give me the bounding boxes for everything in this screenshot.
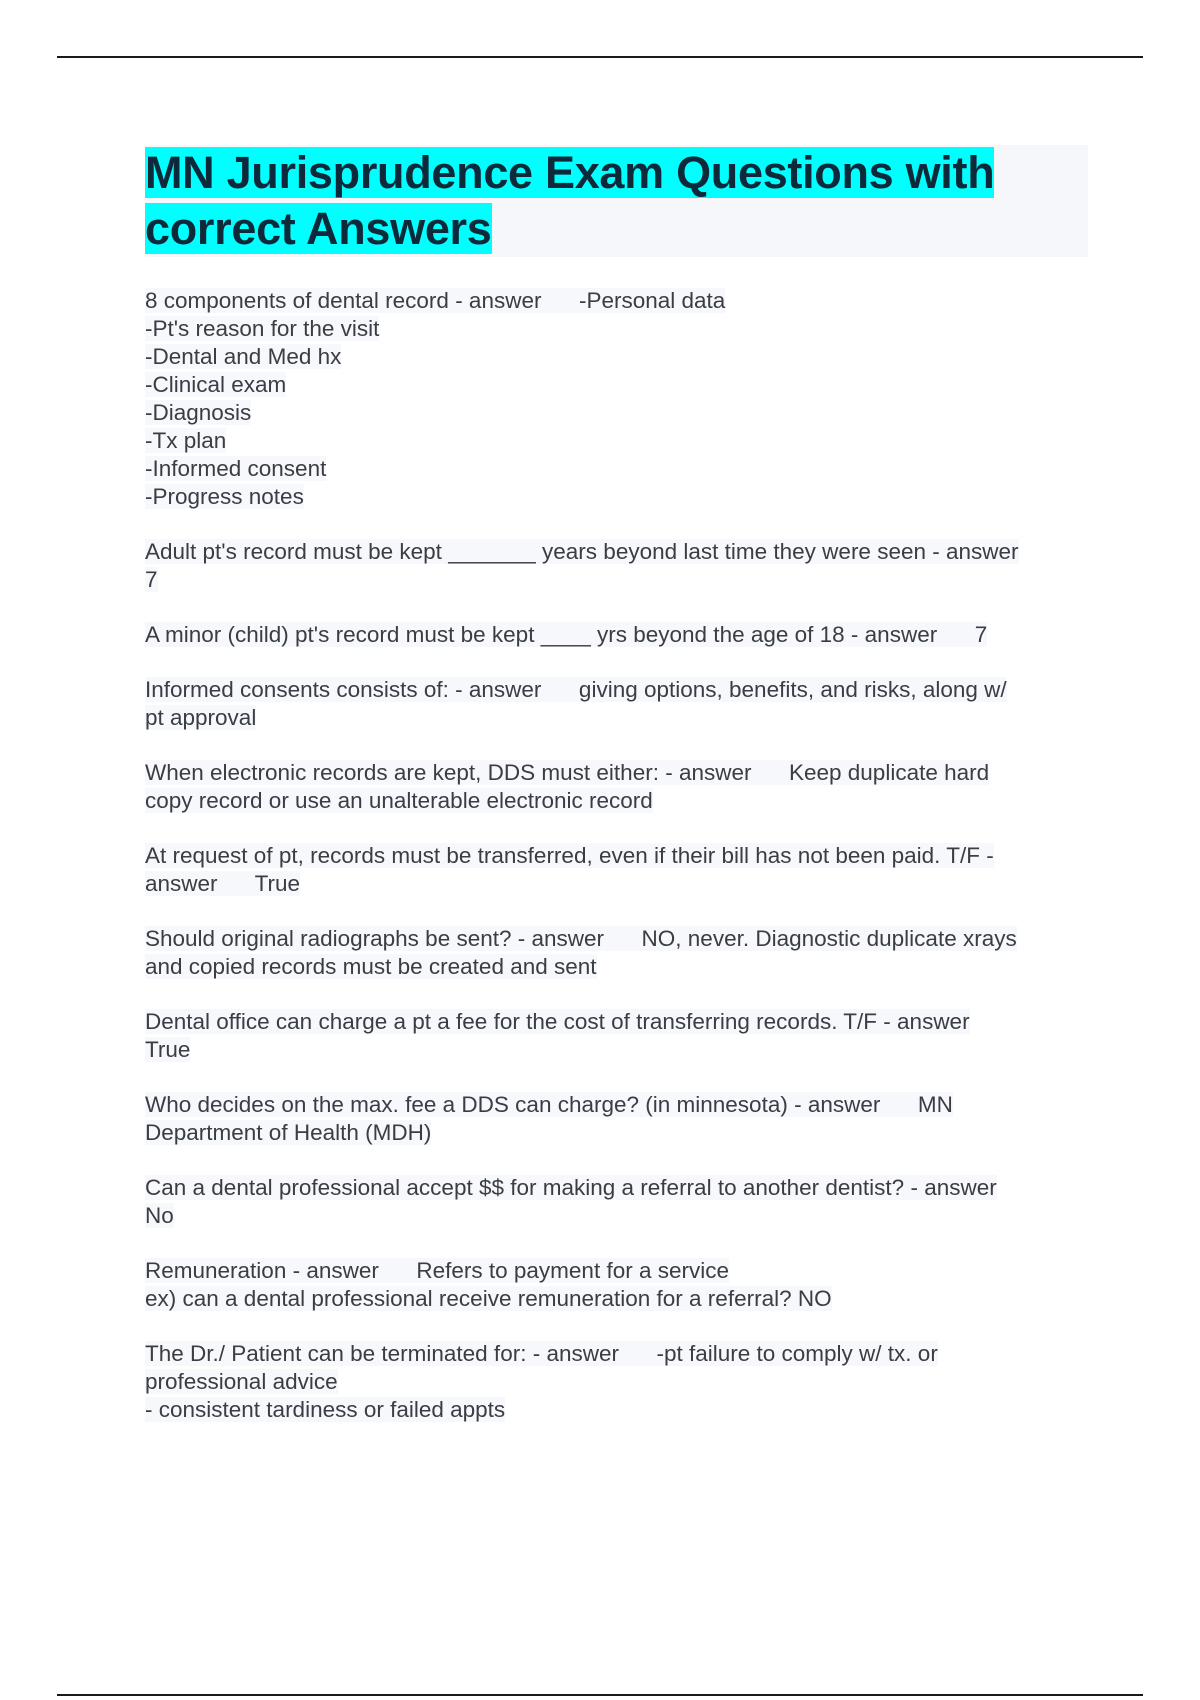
qa-text: Should original radiographs be sent? - answer NO, never. Diagnostic duplicate xrays and copied records must be created and sent [145, 926, 1017, 979]
qa-text: At request of pt, records must be transferred, even if their bill has not been paid. T/F - answer True [145, 843, 994, 896]
qa-item [145, 1008, 1090, 1064]
qa-item [145, 842, 1090, 898]
qa-item [145, 925, 1090, 981]
qa-item [145, 759, 1090, 815]
qa-text: Dental office can charge a pt a fee for the cost of transferring records. T/F - answer True [145, 1009, 970, 1062]
qa-item [145, 676, 1090, 732]
qa-item [145, 621, 1090, 649]
qa-item [145, 1340, 1090, 1424]
page-title: MN Jurisprudence Exam Questions with correct Answers [145, 147, 995, 254]
qa-item [145, 287, 1090, 511]
qa-text: Who decides on the max. fee a DDS can charge? (in minnesota) - answer MN Department of Health (MDH) [145, 1092, 953, 1145]
qa-text: Informed consents consists of: - answer giving options, benefits, and risks, along w/ pt approval [145, 677, 1007, 730]
qa-text: A minor (child) pt's record must be kept ____ yrs beyond the age of 18 - answer 7 [145, 622, 988, 647]
qa-text: Adult pt's record must be kept _______ years beyond last time they were seen - answer 7 [145, 539, 1019, 592]
qa-text: Remuneration - answer Refers to payment for a service ex) can a dental professional receive remuneration for a referral? NO [145, 1258, 832, 1311]
qa-item [145, 538, 1090, 594]
document-body [145, 145, 1090, 1451]
footer-rule [57, 1694, 1143, 1696]
qa-text: When electronic records are kept, DDS must either: - answer Keep duplicate hard copy record or use an unalterable electronic record [145, 760, 990, 813]
qa-item [145, 1091, 1090, 1147]
qa-item [145, 1174, 1090, 1230]
qa-text: 8 components of dental record - answer -Personal data -Pt's reason for the visit -Dental and Med hx -Clinical exam -Diagnosis -Tx plan -Informed consent -Progress notes [145, 288, 726, 509]
qa-text: The Dr./ Patient can be terminated for: - answer -pt failure to comply w/ tx. or professional advice - consistent tardiness or failed appts [145, 1341, 938, 1422]
qa-item [145, 1257, 1090, 1313]
header-rule [57, 56, 1143, 58]
qa-text: Can a dental professional accept $$ for making a referral to another dentist? - answer No [145, 1175, 997, 1228]
title-block [145, 145, 1088, 257]
